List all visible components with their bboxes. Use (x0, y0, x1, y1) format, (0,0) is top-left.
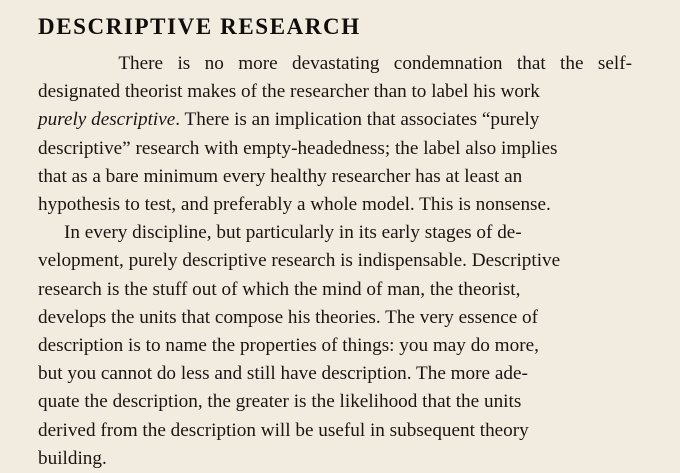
paragraph-2 (38, 219, 632, 473)
page-title: DESCRIPTIVE RESEARCH (38, 14, 361, 39)
paragraph-indent (38, 50, 64, 78)
text-line: In every discipline, but particularly in its early stages of de- (64, 222, 522, 244)
text-line: but you cannot do less and still have description. The more ade- (38, 363, 528, 385)
text-line: There is no more devastating condemnation that the self- (38, 50, 632, 78)
text-line: purely descriptive. There is an implication that associates “purely (38, 109, 540, 131)
text-line: develops the units that compose his theories. The very essence of (38, 306, 538, 328)
text-line: quate the description, the greater is the likelihood that the units (38, 391, 522, 413)
text-line: descriptive” research with empty-headedness; the label also implies (38, 137, 558, 159)
text-line: velopment, purely descriptive research is indispensable. Descriptive (38, 250, 561, 272)
text-line: description is to name the properties of things: you may do more, (38, 335, 539, 357)
paragraph-1 (38, 50, 632, 219)
text-line: derived from the description will be useful in subsequent theory (38, 419, 529, 441)
text-line: building. (38, 447, 107, 469)
text-line: that as a bare minimum every healthy researcher has at least an (38, 165, 523, 187)
text-line: designated theorist makes of the researcher than to label his work (38, 81, 540, 103)
text-line: research is the stuff out of which the mind of man, the theorist, (38, 278, 521, 300)
text-line: hypothesis to test, and preferably a whole model. This is nonsense. (38, 194, 551, 216)
